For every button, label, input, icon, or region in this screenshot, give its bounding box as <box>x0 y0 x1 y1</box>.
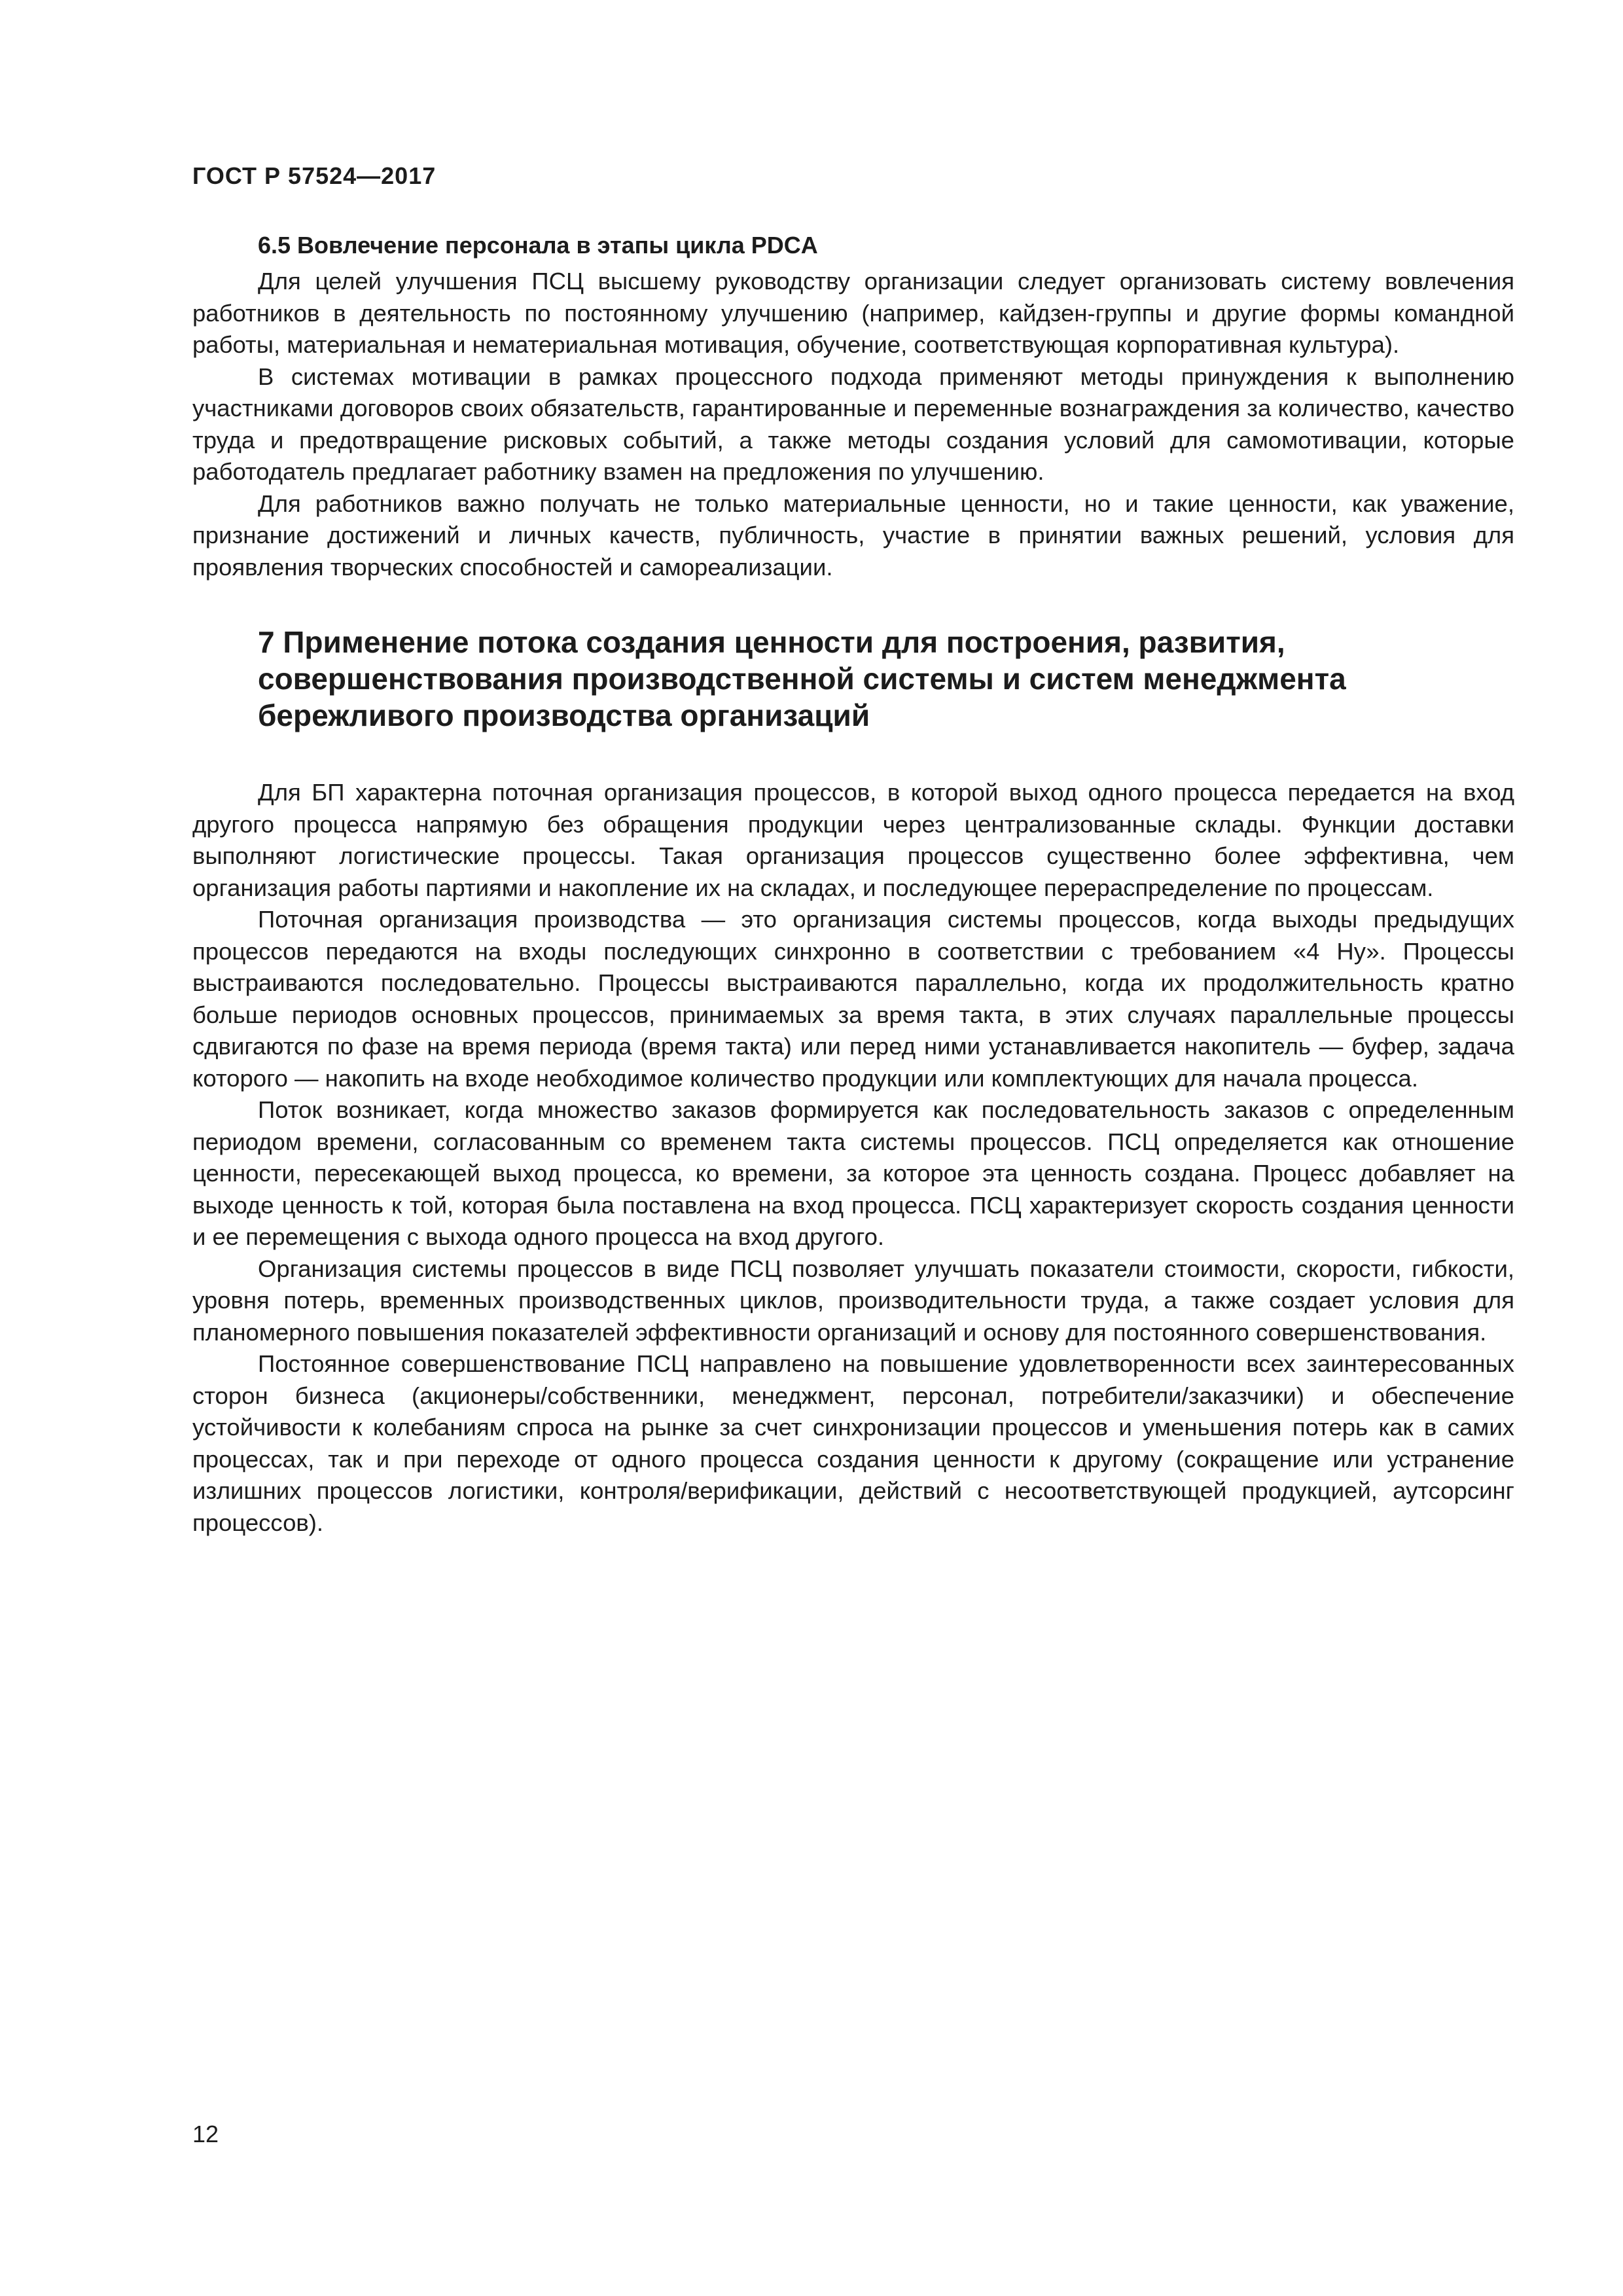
section-7-paragraph: Поток возникает, когда множество заказов формируется как последовательность заказов с определенным периодом времени, согласованным со временем такта системы процессов. ПСЦ определяется как отношение ценности, пересекающей выход процесса, ко времени, за которое эта ценность создана. Процесс добавляет на выходе ценность к той, которая была поставлена на вход процесса. ПСЦ характеризует скорость создания ценности и ее перемещения с выхода одного процесса на вход другого. <box>192 1096 1514 1250</box>
section-7-paragraph: Постоянное совершенствование ПСЦ направлено на повышение удовлетворенности всех заинтересованных сторон бизнеса (акционеры/собственники, менеджмент, персонал, потребители/заказчики) и обеспечение устойчивости к колебаниям спроса на рынке за счет синхронизации процессов и уменьшения потерь как в самих процессах, так и при переходе от одного процесса создания ценности к другому (сокращение или устранение излишних процессов логистики, контроля/верификации, действий с несоответствующей продукцией, аутсорсинг процессов). <box>192 1350 1514 1536</box>
section-6-5-paragraph: Для целей улучшения ПСЦ высшему руководству организации следует организовать систему вовлечения работников в деятельность по постоянному улучшению (например, кайдзен-группы и другие формы командной работы, материальная и нематериальная мотивация, обучение, соответствующая корпоративная культура). <box>192 268 1514 358</box>
section-7-paragraph: Для БП характерна поточная организация процессов, в которой выход одного процесса передается на вход другого процесса напрямую без обращения продукции через централизованные склады. Функции доставки выполняют логистические процессы. Такая организация процессов существенно более эффективна, чем организация работы партиями и накопление их на складах, и последующее перераспределение по процессам. <box>192 779 1514 901</box>
page-content <box>192 230 1514 1539</box>
section-7-heading: 7 Применение потока создания ценности для построения, развития, совершенствования производственной системы и систем менеджмента бережливого производства организаций <box>258 625 1346 732</box>
document-header-id: ГОСТ Р 57524—2017 <box>192 162 437 189</box>
section-7-paragraph: Поточная организация производства — это организация системы процессов, когда выходы предыдущих процессов передаются на входы последующих синхронно в соответствии с требованием «4 Ну». Процессы выстраиваются последовательно. Процессы выстраиваются параллельно, когда их продолжительность кратно больше периодов основных процессов, принимаемых за время такта, в этих случаях параллельные процессы сдвигаются по фазе на время периода (время такта) или перед ними устанавливается накопитель — буфер, задача которого — накопить на входе необходимое количество продукции или комплектующих для начала процесса. <box>192 906 1514 1092</box>
section-6-5-paragraph: Для работников важно получать не только материальные ценности, но и такие ценности, как уважение, признание достижений и личных качеств, публичность, участие в принятии важных решений, условия для проявления творческих способностей и самореализации. <box>192 490 1514 581</box>
section-7-paragraph: Организация системы процессов в виде ПСЦ позволяет улучшать показатели стоимости, скорости, гибкости, уровня потерь, временных производственных циклов, производительности труда, а также создает условия для планомерного повышения показателей эффективности организаций и основу для постоянного совершенствования. <box>192 1255 1514 1346</box>
section-6-5-heading: 6.5 Вовлечение персонала в этапы цикла PDCA <box>258 232 818 259</box>
section-6-5-paragraph: В системах мотивации в рамках процессного подхода применяют методы принуждения к выполнению участниками договоров своих обязательств, гарантированные и переменные вознаграждения за количество, качество труда и предотвращение рисковых событий, а также методы создания условий для самомотивации, которые работодатель предлагает работнику взамен на предложения по улучшению. <box>192 363 1514 485</box>
page-number: 12 <box>192 2121 219 2147</box>
